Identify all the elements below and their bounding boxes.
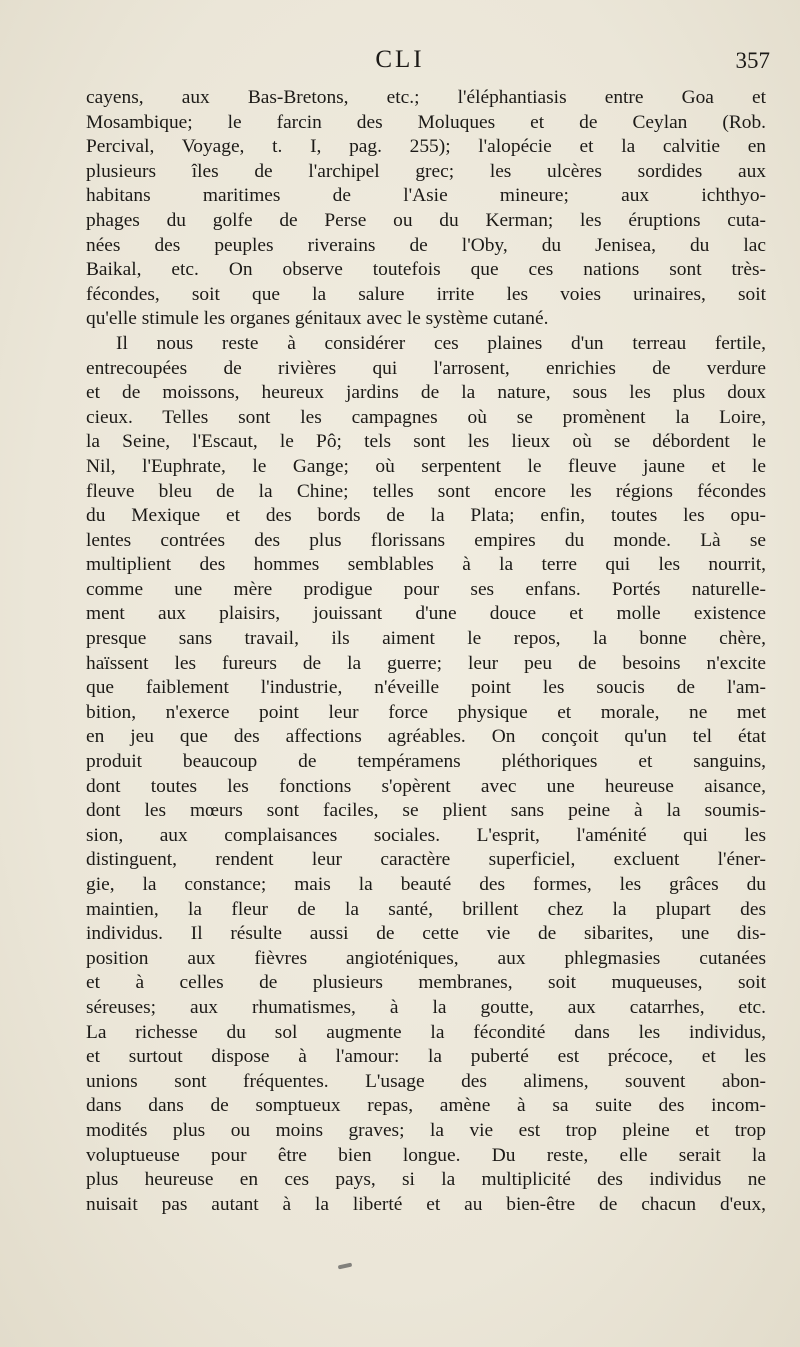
text-line: et de moissons, heureux jardins de la nature, sous les plus doux — [86, 382, 766, 404]
text-line: plus heureuse en ces pays, si la multiplicité des individus ne — [86, 1169, 766, 1191]
text-line: du Mexique et des bords de la Plata; enfin, toutes les opu- — [86, 505, 766, 527]
running-head: CLI — [375, 46, 425, 73]
text-line: en jeu que des affections agréables. On conçoit qu'un tel état — [86, 726, 766, 748]
text-line: séreuses; aux rhumatismes, à la goutte, aux catarrhes, etc. — [86, 996, 766, 1018]
text-line: dont les mœurs sont faciles, se plient sans peine à la soumis- — [86, 800, 766, 822]
text-line: unions sont fréquentes. L'usage des alimens, souvent abon- — [86, 1070, 766, 1092]
text-line: dans dans de somptueux repas, amène à sa suite des incom- — [86, 1095, 766, 1117]
text-line: La richesse du sol augmente la fécondité dans les individus, — [86, 1021, 766, 1043]
text-line: et surtout dispose à l'amour: la puberté est précoce, et les — [86, 1046, 766, 1068]
text-line: la Seine, l'Escaut, le Pô; tels sont les lieux où se débordent le — [86, 431, 766, 453]
text-line: fécondes, soit que la salure irrite les voies urinaires, soit — [86, 283, 766, 305]
ink-mark — [338, 1263, 353, 1270]
text-line: et à celles de plusieurs membranes, soit muqueuses, soit — [86, 972, 766, 994]
text-line: entrecoupées de rivières qui l'arrosent, enrichies de verdure — [86, 357, 766, 379]
text-line: Mosambique; le farcin des Moluques et de Ceylan (Rob. — [86, 111, 766, 133]
text-line: nuisait pas autant à la liberté et au bien-être de chacun d'eux, — [86, 1193, 766, 1215]
text-line: comme une mère prodigue pour ses enfans. Portés naturelle- — [86, 578, 766, 600]
text-line: cayens, aux Bas-Bretons, etc.; l'éléphantiasis entre Goa et — [86, 87, 766, 108]
text-line: dont toutes les fonctions s'opèrent avec une heureuse aisance, — [86, 775, 766, 797]
text-line: ment aux plaisirs, jouissant d'une douce et molle existence — [86, 603, 766, 625]
text-line: cieux. Telles sont les campagnes où se promènent la Loire, — [86, 406, 766, 428]
text-line: voluptueuse pour être bien longue. Du reste, elle serait la — [86, 1144, 766, 1166]
text-line: Nil, l'Euphrate, le Gange; où serpentent le fleuve jaune et le — [86, 455, 766, 477]
text-line: fleuve bleu de la Chine; telles sont encore les régions fécondes — [86, 480, 766, 502]
text-line: individus. Il résulte aussi de cette vie de sibarites, une dis- — [86, 923, 766, 945]
page-number: 357 — [735, 48, 770, 73]
text-line: lentes contrées des plus florissans empires du monde. Là se — [86, 529, 766, 551]
text-line: plusieurs îles de l'archipel grec; les ulcères sordides aux — [86, 160, 766, 182]
text-line: que faiblement l'industrie, n'éveille point les soucis de l'am- — [86, 677, 766, 699]
body-text — [86, 86, 766, 1217]
text-line: gie, la constance; mais la beauté des formes, les grâces du — [86, 874, 766, 895]
text-line: bition, n'exerce point leur force physique et morale, ne met — [86, 701, 766, 723]
text-line: phages du golfe de Perse ou du Kerman; les éruptions cuta- — [86, 209, 766, 231]
text-line: presque sans travail, ils aiment le repos, la bonne chère, — [86, 628, 766, 650]
text-line: distinguent, rendent leur caractère superficiel, excluent l'éner- — [86, 849, 766, 871]
text-line: produit beaucoup de tempéramens pléthoriques et sanguins, — [86, 751, 766, 773]
page-header — [0, 46, 800, 86]
text-line: Baikal, etc. On observe toutefois que ces nations sont très- — [86, 259, 766, 281]
text-line: Percival, Voyage, t. I, pag. 255); l'alopécie et la calvitie en — [86, 136, 766, 158]
text-line: multiplient des hommes semblables à la terre qui les nourrit, — [86, 554, 766, 576]
text-line: habitans maritimes de l'Asie mineure; aux ichthyo- — [86, 185, 766, 207]
text-line: maintien, la fleur de la santé, brillent chez la plupart des — [86, 898, 766, 920]
text-line: nées des peuples riverains de l'Oby, du Jenisea, du lac — [86, 234, 766, 256]
text-line: qu'elle stimule les organes génitaux avec le système cutané. — [86, 308, 549, 330]
text-line: modités plus ou moins graves; la vie est trop pleine et trop — [86, 1119, 766, 1141]
text-line: position aux fièvres angioténiques, aux phlegmasies cutanées — [86, 947, 766, 969]
text-line: Il nous reste à considérer ces plaines d'un terreau fertile, — [116, 332, 766, 354]
text-line: sion, aux complaisances sociales. L'esprit, l'aménité qui les — [86, 824, 766, 846]
text-line: haïssent les fureurs de la guerre; leur peu de besoins n'excite — [86, 652, 766, 674]
